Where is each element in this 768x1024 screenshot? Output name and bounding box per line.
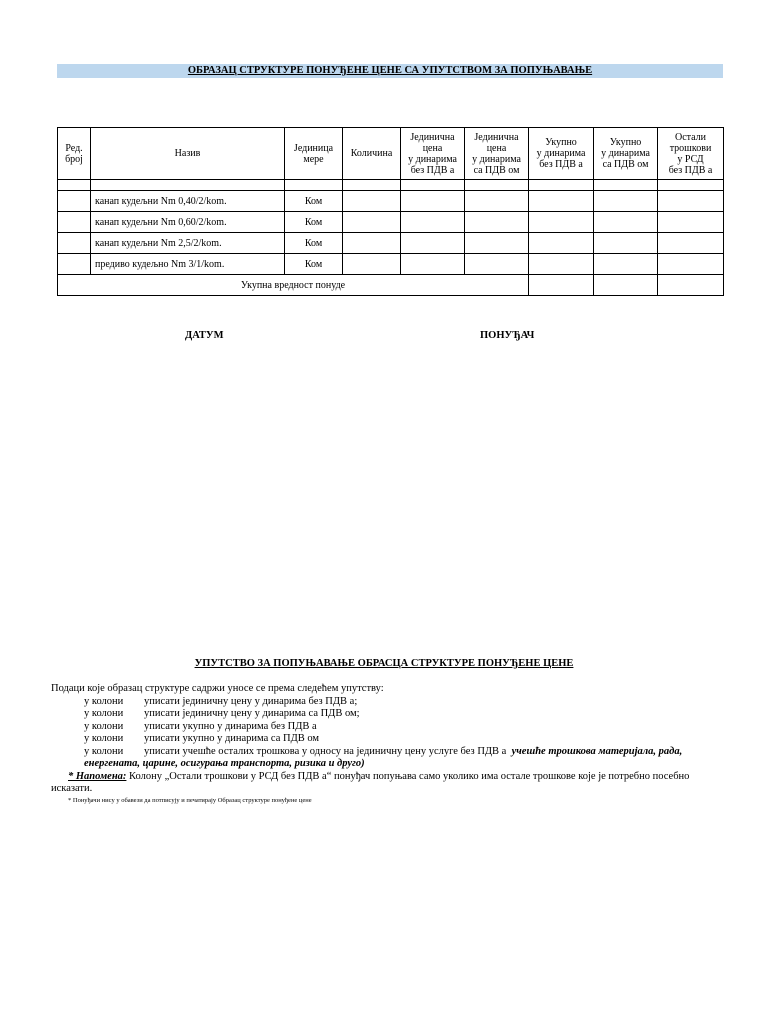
note-continued: исказати. [51, 783, 93, 794]
item-unit: Ком [285, 212, 343, 233]
form-title: ОБРАЗАЦ СТРУКТУРЕ ПОНУЂЕНЕ ЦЕНЕ СА УПУТСТВОМ ЗА ПОПУЊАВАЊЕ [57, 64, 723, 78]
header-jc-sa: Јединична цена у динарима са ПДВ ом [465, 128, 529, 180]
total-row [58, 275, 724, 296]
date-label: ДАТУМ [185, 330, 224, 341]
list-item: у колони уписати укупно у динарима са ПДВ ом [84, 733, 320, 744]
note: * Напомена: Колону „Остали трошкови у РСД без ПДВ а“ понуђач попуњава само уколико има остале трошкове које је потребно посебно [68, 770, 690, 782]
footnote: * Понуђачи нису у обавези да потписују и печатирају Образац структуре понуђене цене [68, 797, 312, 804]
bidder-label: ПОНУЂАЧ [480, 330, 535, 341]
table-row [58, 212, 724, 233]
list-item-continued: енергената, царине, осигурања транспорта, ризика и друго) [84, 758, 365, 769]
header-ost: Остали трошкови у РСД без ПДВ а [658, 128, 724, 180]
header-jm: Јединица мере [285, 128, 343, 180]
list-item: у колони уписати укупно у динарима без ПДВ а [84, 720, 317, 732]
item-name: предиво кудељно Nm 3/1/kom. [91, 254, 285, 275]
table-row [58, 191, 724, 212]
header-jc-bez: Јединична цена у динарима без ПДВ а [401, 128, 465, 180]
list-item: у колони уписати јединичну цену у динарима са ПДВ ом; [84, 708, 360, 719]
item-name: канап кудељни Nm 0,40/2/kom. [91, 191, 285, 212]
item-unit: Ком [285, 233, 343, 254]
header-naziv: Назив [91, 128, 285, 180]
header-rb: Ред. број [58, 128, 91, 180]
instructions-title: УПУТСТВО ЗА ПОПУЊАВАЊЕ ОБРАСЦА СТРУКТУРЕ ПОНУЂЕНЕ ЦЕНЕ [194, 658, 574, 669]
total-label: Укупна вредност понуде [58, 275, 529, 296]
item-name: канап кудељни Nm 2,5/2/kom. [91, 233, 285, 254]
table-header-row [58, 128, 724, 180]
item-name: канап кудељни Nm 0,60/2/kom. [91, 212, 285, 233]
item-unit: Ком [285, 254, 343, 275]
price-structure-table [57, 127, 724, 296]
header-uk-bez: Укупно у динарима без ПДВ а [529, 128, 594, 180]
header-kol: Количина [343, 128, 401, 180]
instructions-intro: Подаци које образац структуре садржи уносе се према следећем упутству: [51, 683, 384, 694]
table-row [58, 180, 724, 191]
header-uk-sa: Укупно у динарима са ПДВ ом [594, 128, 658, 180]
instructions-body [51, 683, 731, 796]
table-row [58, 254, 724, 275]
item-unit: Ком [285, 191, 343, 212]
list-item: у колони уписати учешће осталих трошкова у односу на јединичну цену услуге без ПДВ а учешће трошкова материјала, рада, [84, 745, 683, 757]
list-item: у колони уписати јединичну цену у динарима без ПДВ а; [84, 695, 358, 707]
table-row [58, 233, 724, 254]
